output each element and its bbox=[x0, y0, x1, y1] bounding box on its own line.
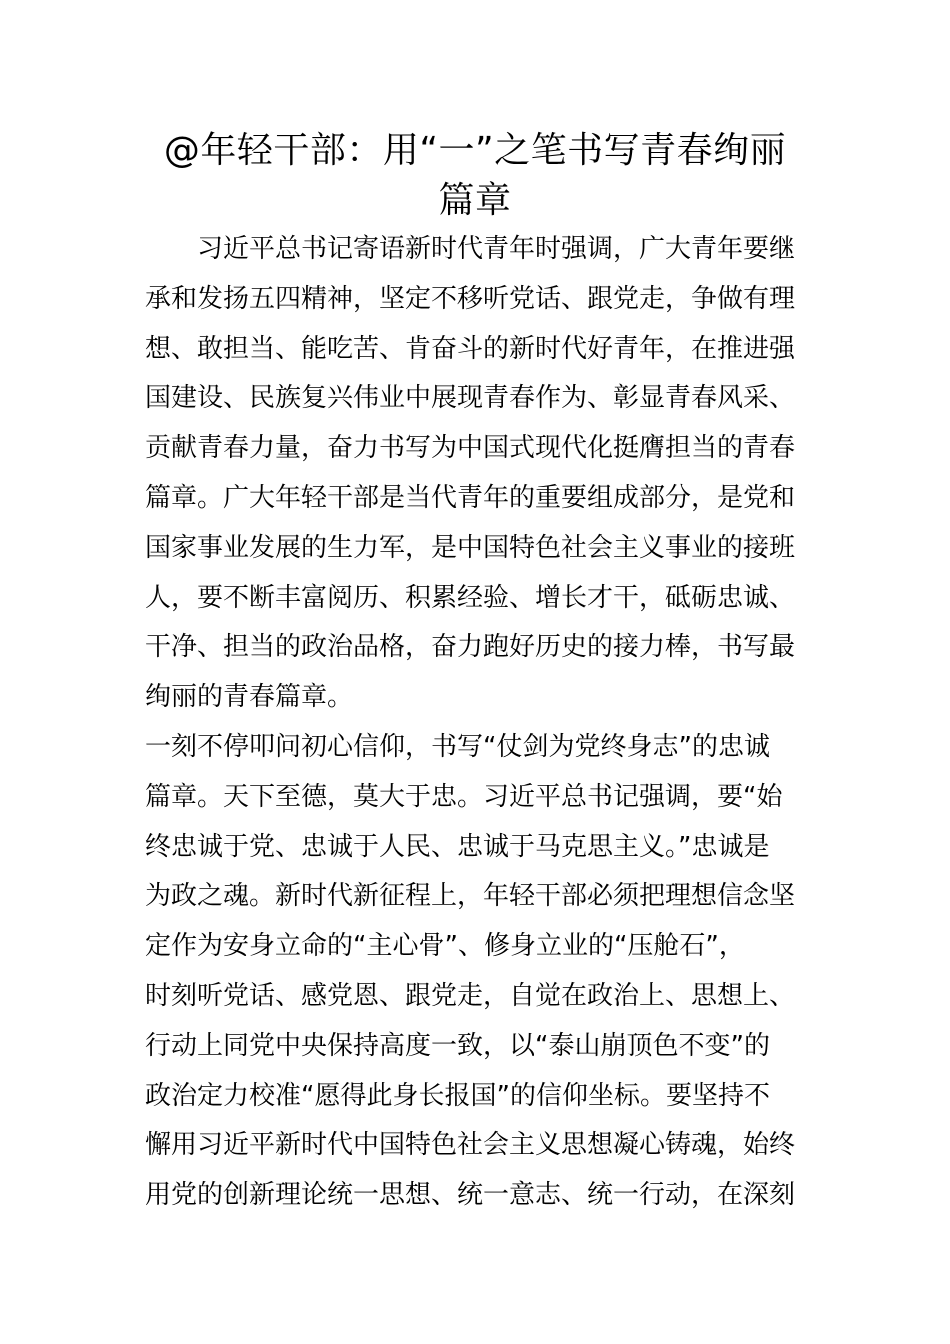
text-line: 绚丽的青春篇章。 bbox=[145, 682, 354, 713]
text-line: 终忠诚于党、忠诚于人民、忠诚于马克思主义。”忠诚是 bbox=[145, 831, 770, 862]
title-line-2: 篇章 bbox=[438, 180, 512, 221]
paragraph-loyalty bbox=[145, 723, 810, 1221]
document-body bbox=[145, 225, 810, 1221]
text-line: 篇章。广大年轻干部是当代青年的重要组成部分，是党和 bbox=[145, 482, 796, 513]
text-line: 国建设、民族复兴伟业中展现青春作为、彰显青春风采、 bbox=[145, 383, 796, 414]
text-line: 干净、担当的政治品格，奋力跑好历史的接力棒，书写最 bbox=[145, 632, 796, 663]
text-line: 政治定力校准“愿得此身长报国”的信仰坐标。要坚持不 bbox=[145, 1080, 770, 1111]
text-line: 习近平总书记寄语新时代青年时强调，广大青年要继 bbox=[145, 234, 796, 264]
title-line-1: @年轻干部：用“一”之笔书写青春绚丽 bbox=[163, 130, 787, 171]
paragraph-intro bbox=[145, 225, 810, 723]
text-line: 贡献青春力量，奋力书写为中国式现代化挺膺担当的青春 bbox=[145, 433, 796, 464]
document-title bbox=[145, 126, 805, 226]
text-line: 时刻听党话、感党恩、跟党走，自觉在政治上、思想上、 bbox=[145, 980, 796, 1011]
text-line: 人，要不断丰富阅历、积累经验、增长才干，砥砺忠诚、 bbox=[145, 582, 796, 613]
text-line: 懈用习近平新时代中国特色社会主义思想凝心铸魂，始终 bbox=[145, 1130, 796, 1161]
text-line: 用党的创新理论统一思想、统一意志、统一行动，在深刻 bbox=[145, 1180, 796, 1211]
text-line: 承和发扬五四精神，坚定不移听党话、跟党走，争做有理 bbox=[145, 283, 796, 314]
text-line: 行动上同党中央保持高度一致，以“泰山崩顶色不变”的 bbox=[145, 1030, 770, 1061]
text-line: 一刻不停叩问初心信仰，书写“仗剑为党终身志”的忠诚 bbox=[145, 731, 770, 762]
text-line: 想、敢担当、能吃苦、肯奋斗的新时代好青年，在推进强 bbox=[145, 333, 796, 364]
text-line: 国家事业发展的生力军，是中国特色社会主义事业的接班 bbox=[145, 532, 796, 563]
text-line: 定作为安身立命的“主心骨”、修身立业的“压舱石”， bbox=[145, 931, 745, 962]
text-line: 为政之魂。新时代新征程上，年轻干部必须把理想信念坚 bbox=[145, 881, 796, 912]
text-line: 篇章。天下至德，莫大于忠。习近平总书记强调，要“始 bbox=[145, 781, 783, 812]
